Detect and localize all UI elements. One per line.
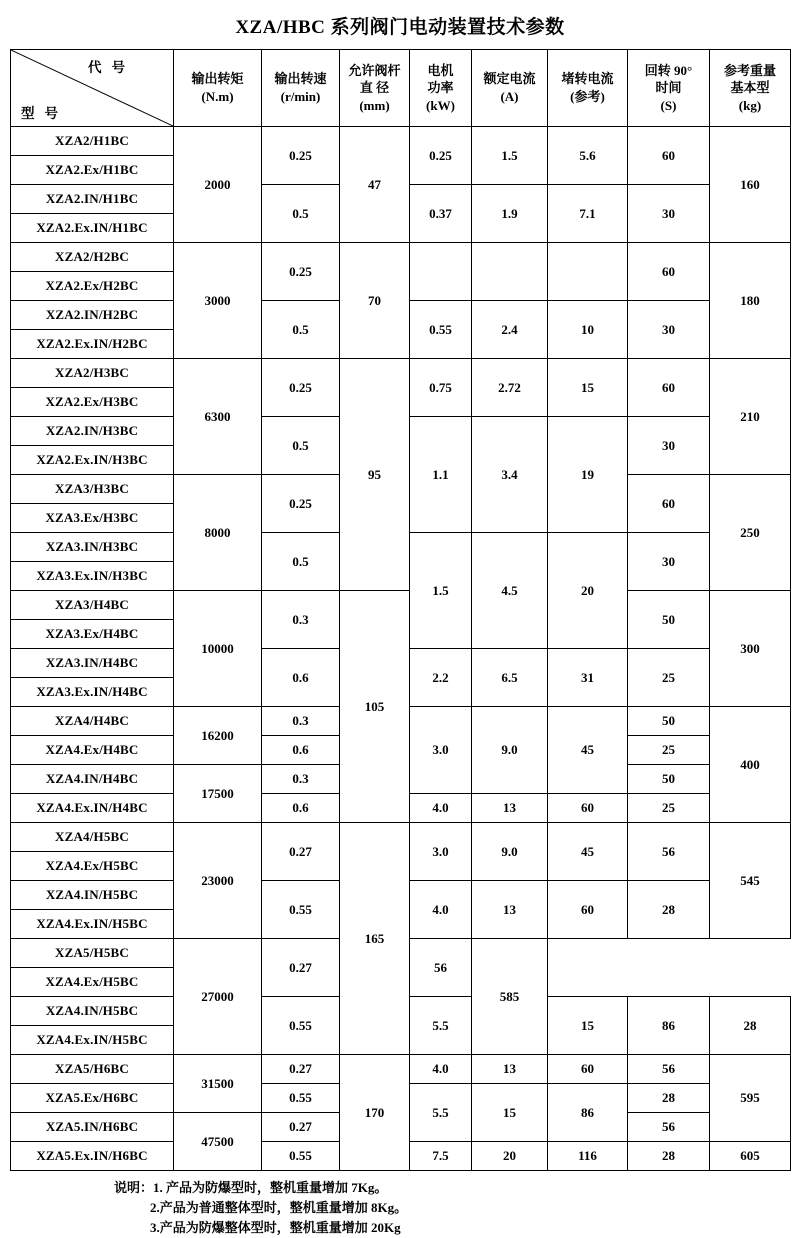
cell-power: 5.5 [410, 1084, 472, 1142]
cell-current: 13 [472, 794, 548, 823]
cell-time: 60 [628, 243, 710, 301]
header-rotation-time-l1: 回转 90° [644, 62, 693, 78]
cell-current: 20 [472, 1142, 548, 1171]
cell-weight: 210 [710, 359, 791, 475]
header-output-speed-l2: (r/min) [280, 89, 321, 104]
cell-power: 3.0 [410, 707, 472, 794]
cell-speed: 0.6 [262, 736, 340, 765]
cell-power: 5.5 [410, 997, 472, 1055]
cell-power: 3.0 [410, 823, 472, 881]
cell-current: 4.5 [472, 533, 548, 649]
cell-current: 3.4 [472, 417, 548, 533]
cell-stem: 95 [340, 359, 410, 591]
cell-power: 4.0 [410, 881, 472, 939]
table-row [11, 1055, 791, 1084]
cell-model: XZA2.IN/H3BC [11, 417, 174, 446]
cell-model: XZA5/H6BC [11, 1055, 174, 1084]
cell-model: XZA2.Ex.IN/H1BC [11, 214, 174, 243]
cell-model: XZA5.IN/H6BC [11, 1113, 174, 1142]
cell-model: XZA4.Ex/H5BC [11, 852, 174, 881]
header-reference-weight [710, 50, 791, 127]
cell-model: XZA3.Ex.IN/H4BC [11, 678, 174, 707]
note-line-2: 2.产品为普通整体型时，整机重量增加 8Kg。 [150, 1200, 408, 1216]
cell-speed: 0.5 [262, 185, 340, 243]
cell-time: 28 [628, 1142, 710, 1171]
cell-locked: 31 [548, 649, 628, 707]
cell-current: 13 [472, 1055, 548, 1084]
cell-time: 28 [628, 881, 710, 939]
cell-speed: 0.6 [262, 649, 340, 707]
cell-power: 4.0 [410, 1055, 472, 1084]
cell-locked [548, 243, 628, 301]
cell-weight: 160 [710, 127, 791, 243]
header-stem-diameter-l3: (mm) [359, 97, 390, 113]
cell-speed: 0.5 [262, 533, 340, 591]
cell-model: XZA4.IN/H4BC [11, 765, 174, 794]
cell-current: 1.9 [472, 185, 548, 243]
cell-model: XZA3/H3BC [11, 475, 174, 504]
cell-speed: 0.27 [262, 1113, 340, 1142]
header-corner-top-right: 代号 [88, 60, 135, 75]
header-stem-diameter [340, 50, 410, 127]
cell-weight: 605 [710, 1142, 791, 1171]
cell-torque: 6300 [174, 359, 262, 475]
cell-time: 28 [628, 1084, 710, 1113]
table-row [11, 823, 791, 852]
cell-speed: 0.5 [262, 301, 340, 359]
header-output-speed [262, 50, 340, 127]
cell-speed: 0.6 [262, 794, 340, 823]
header-locked-rotor-current-l2: (参考) [570, 89, 605, 104]
cell-time: 30 [628, 417, 710, 475]
cell-current [472, 243, 548, 301]
cell-time: 50 [628, 591, 710, 649]
header-locked-rotor-current-l1: 堵转电流 [561, 71, 614, 87]
note-line-1: 说明：1. 产品为防爆型时，整机重量增加 7Kg。 [114, 1180, 388, 1195]
cell-model: XZA4.IN/H5BC [11, 881, 174, 910]
cell-current: 9.0 [472, 823, 548, 881]
cell-locked: 86 [628, 997, 710, 1055]
note-line-3: 3.产品为防爆整体型时，整机重量增加 20Kg [150, 1220, 401, 1236]
cell-model: XZA5.Ex.IN/H6BC [11, 1142, 174, 1171]
cell-time: 25 [628, 736, 710, 765]
cell-speed: 0.55 [262, 1142, 340, 1171]
cell-model: XZA4.Ex/H4BC [11, 736, 174, 765]
table-row [11, 127, 791, 156]
cell-time: 56 [628, 823, 710, 881]
cell-power: 2.2 [410, 649, 472, 707]
cell-time: 50 [628, 707, 710, 736]
cell-torque: 23000 [174, 823, 262, 939]
header-rotation-time-l3: (S) [660, 97, 677, 113]
cell-locked: 5.6 [548, 127, 628, 185]
header-reference-weight-l3: (kg) [738, 97, 762, 113]
cell-model: XZA4.Ex.IN/H4BC [11, 794, 174, 823]
cell-time: 56 [628, 1055, 710, 1084]
header-output-speed-l1: 输出转速 [274, 71, 327, 87]
cell-model: XZA3.IN/H3BC [11, 533, 174, 562]
cell-time: 60 [628, 475, 710, 533]
header-motor-power-l2: 功率 [427, 80, 454, 96]
cell-model: XZA4.Ex/H5BC [11, 968, 174, 997]
cell-torque: 10000 [174, 591, 262, 707]
cell-speed: 0.25 [262, 475, 340, 533]
cell-time: 30 [628, 533, 710, 591]
cell-model: XZA3.IN/H4BC [11, 649, 174, 678]
cell-model: XZA2.Ex/H1BC [11, 156, 174, 185]
header-locked-rotor-current [548, 50, 628, 127]
cell-speed: 0.27 [262, 1055, 340, 1084]
cell-weight: 545 [710, 823, 791, 939]
cell-locked: 60 [548, 881, 628, 939]
table-row [11, 243, 791, 272]
cell-power: 1.1 [410, 417, 472, 533]
cell-speed: 0.3 [262, 591, 340, 649]
cell-power: 0.37 [410, 185, 472, 243]
header-rated-current-l2: (A) [500, 89, 519, 104]
header-motor-power [410, 50, 472, 127]
cell-locked: 60 [548, 794, 628, 823]
cell-time: 28 [710, 997, 791, 1055]
cell-torque: 47500 [174, 1113, 262, 1171]
page-title: XZA/HBC 系列阀门电动装置技术参数 [235, 17, 565, 38]
header-rated-current [472, 50, 548, 127]
spec-table [10, 49, 791, 1171]
cell-time: 30 [628, 301, 710, 359]
cell-power: 0.25 [410, 127, 472, 185]
cell-current: 1.5 [472, 127, 548, 185]
header-motor-power-l1: 电机 [427, 62, 454, 78]
header-rotation-time-l2: 时间 [655, 80, 682, 96]
cell-speed: 0.55 [262, 1084, 340, 1113]
cell-stem: 70 [340, 243, 410, 359]
cell-torque: 3000 [174, 243, 262, 359]
cell-current: 15 [548, 997, 628, 1055]
notes-block [50, 1178, 750, 1238]
cell-locked: 45 [548, 823, 628, 881]
cell-locked: 19 [548, 417, 628, 533]
header-corner-diagonal [11, 50, 174, 127]
cell-torque: 17500 [174, 765, 262, 823]
cell-stem: 105 [340, 591, 410, 823]
cell-model: XZA2.IN/H1BC [11, 185, 174, 214]
cell-power: 7.5 [410, 1142, 472, 1171]
cell-locked: 60 [548, 1055, 628, 1084]
cell-model: XZA4/H4BC [11, 707, 174, 736]
cell-current: 6.5 [472, 649, 548, 707]
cell-power: 1.5 [410, 533, 472, 649]
cell-speed: 0.25 [262, 359, 340, 417]
cell-speed: 0.3 [262, 707, 340, 736]
cell-speed: 0.55 [262, 881, 340, 939]
cell-power: 0.55 [410, 301, 472, 359]
cell-model: XZA4.Ex.IN/H5BC [11, 1026, 174, 1055]
cell-speed: 0.27 [262, 939, 340, 997]
header-rated-current-l1: 额定电流 [483, 71, 536, 87]
cell-weight: 300 [710, 591, 791, 707]
cell-time: 60 [628, 127, 710, 185]
cell-stem: 47 [340, 127, 410, 243]
cell-model: XZA3.Ex.IN/H3BC [11, 562, 174, 591]
cell-current: 15 [472, 1084, 548, 1142]
cell-model: XZA2/H2BC [11, 243, 174, 272]
cell-model: XZA5/H5BC [11, 939, 174, 968]
cell-speed: 0.25 [262, 243, 340, 301]
cell-time: 50 [628, 765, 710, 794]
table-header-row [11, 50, 791, 127]
cell-model: XZA5.Ex/H6BC [11, 1084, 174, 1113]
cell-time: 60 [628, 359, 710, 417]
cell-stem: 165 [340, 823, 410, 1055]
cell-torque: 8000 [174, 475, 262, 591]
header-stem-diameter-l2: 直 径 [359, 80, 390, 96]
cell-time: 25 [628, 794, 710, 823]
cell-locked: 116 [548, 1142, 628, 1171]
cell-speed: 0.3 [262, 765, 340, 794]
header-corner-bottom-left: 型号 [21, 105, 68, 121]
cell-power: 0.75 [410, 359, 472, 417]
header-rotation-time [628, 50, 710, 127]
cell-current: 9.0 [472, 707, 548, 794]
header-output-torque [174, 50, 262, 127]
header-stem-diameter-l1: 允许阀杆 [348, 62, 401, 78]
cell-power: 4.0 [410, 794, 472, 823]
cell-model: XZA2/H1BC [11, 127, 174, 156]
cell-locked: 20 [548, 533, 628, 649]
cell-time: 30 [628, 185, 710, 243]
cell-locked: 10 [548, 301, 628, 359]
header-reference-weight-l2: 基本型 [730, 80, 770, 96]
header-reference-weight-l1: 参考重量 [723, 62, 776, 78]
cell-locked: 86 [548, 1084, 628, 1142]
cell-stem: 170 [340, 1055, 410, 1171]
cell-locked: 7.1 [548, 185, 628, 243]
cell-model: XZA2.Ex.IN/H2BC [11, 330, 174, 359]
cell-model: XZA2.Ex/H2BC [11, 272, 174, 301]
cell-weight: 400 [710, 707, 791, 823]
cell-speed: 0.55 [262, 997, 340, 1055]
cell-torque: 27000 [174, 939, 262, 1055]
cell-time: 25 [628, 649, 710, 707]
table-row [11, 359, 791, 388]
header-output-torque-l2: (N.m) [201, 89, 234, 104]
cell-locked: 15 [548, 359, 628, 417]
cell-torque: 2000 [174, 127, 262, 243]
cell-time: 56 [628, 1113, 710, 1142]
cell-model: XZA3.Ex/H4BC [11, 620, 174, 649]
cell-model: XZA4.IN/H5BC [11, 997, 174, 1026]
cell-model: XZA2.Ex/H3BC [11, 388, 174, 417]
cell-current: 2.4 [472, 301, 548, 359]
cell-current: 13 [472, 881, 548, 939]
cell-locked: 45 [548, 707, 628, 794]
cell-model: XZA3/H4BC [11, 591, 174, 620]
cell-weight: 595 [710, 1055, 791, 1142]
cell-model: XZA2/H3BC [11, 359, 174, 388]
cell-model: XZA2.Ex.IN/H3BC [11, 446, 174, 475]
cell-model: XZA4.Ex.IN/H5BC [11, 910, 174, 939]
cell-current: 2.72 [472, 359, 548, 417]
cell-model: XZA2.IN/H2BC [11, 301, 174, 330]
cell-weight: 250 [710, 475, 791, 591]
cell-speed: 0.27 [262, 823, 340, 881]
cell-torque: 16200 [174, 707, 262, 765]
cell-power [410, 243, 472, 301]
cell-speed: 0.5 [262, 417, 340, 475]
cell-model: XZA3.Ex/H3BC [11, 504, 174, 533]
cell-model: XZA4/H5BC [11, 823, 174, 852]
header-output-torque-l1: 输出转矩 [191, 71, 244, 87]
cell-weight: 585 [472, 939, 548, 1055]
header-motor-power-l3: (kW) [426, 97, 455, 113]
cell-time: 56 [410, 939, 472, 997]
cell-torque: 31500 [174, 1055, 262, 1113]
cell-speed: 0.25 [262, 127, 340, 185]
cell-weight: 180 [710, 243, 791, 359]
table-row [11, 591, 791, 620]
